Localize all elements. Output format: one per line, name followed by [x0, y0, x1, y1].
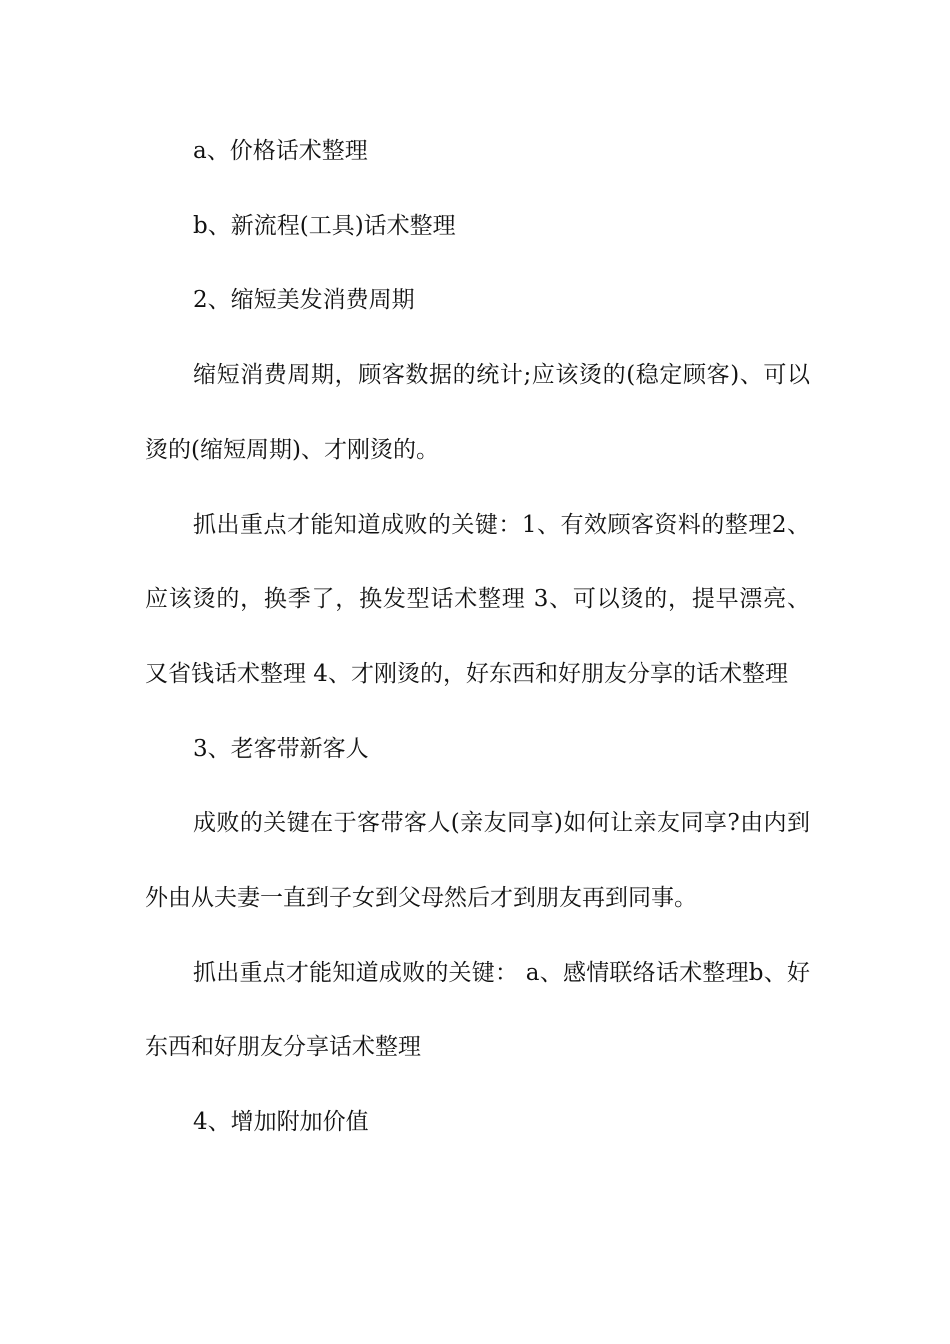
paragraph-shorten-cycle-detail: 缩短消费周期，顾客数据的统计;应该烫的(稳定顾客)、可以烫的(缩短周期)、才刚烫的。 [145, 362, 810, 463]
paragraph-referral-detail: 成败的关键在于客带客人(亲友同享)如何让亲友同享?由内到外由从夫妻一直到子女到父母然后才到朋友再到同事。 [145, 810, 810, 912]
paragraph-key-points-2: 抓出重点才能知道成败的关键： a、感情联络话术整理b、好东西和好朋友分享话术整理 [145, 959, 810, 1061]
heading-added-value: 4、增加附加价值 [193, 1109, 369, 1136]
paragraph-key-points-1: 抓出重点才能知道成败的关键：1、有效顾客资料的整理2、应该烫的，换季了，换发型话术整理 3、可以烫的，提早漂亮、又省钱话术整理 4、才刚烫的，好东西和好朋友分享的话术整理 [145, 511, 810, 687]
paragraph-price-script: a、价格话术整理 [193, 138, 368, 164]
paragraph-new-process-script: b、新流程(工具)话术整理 [193, 212, 456, 239]
heading-shorten-cycle: 2、缩短美发消费周期 [193, 287, 415, 314]
heading-referral: 3、老客带新客人 [193, 735, 369, 762]
document-body [145, 114, 810, 1160]
